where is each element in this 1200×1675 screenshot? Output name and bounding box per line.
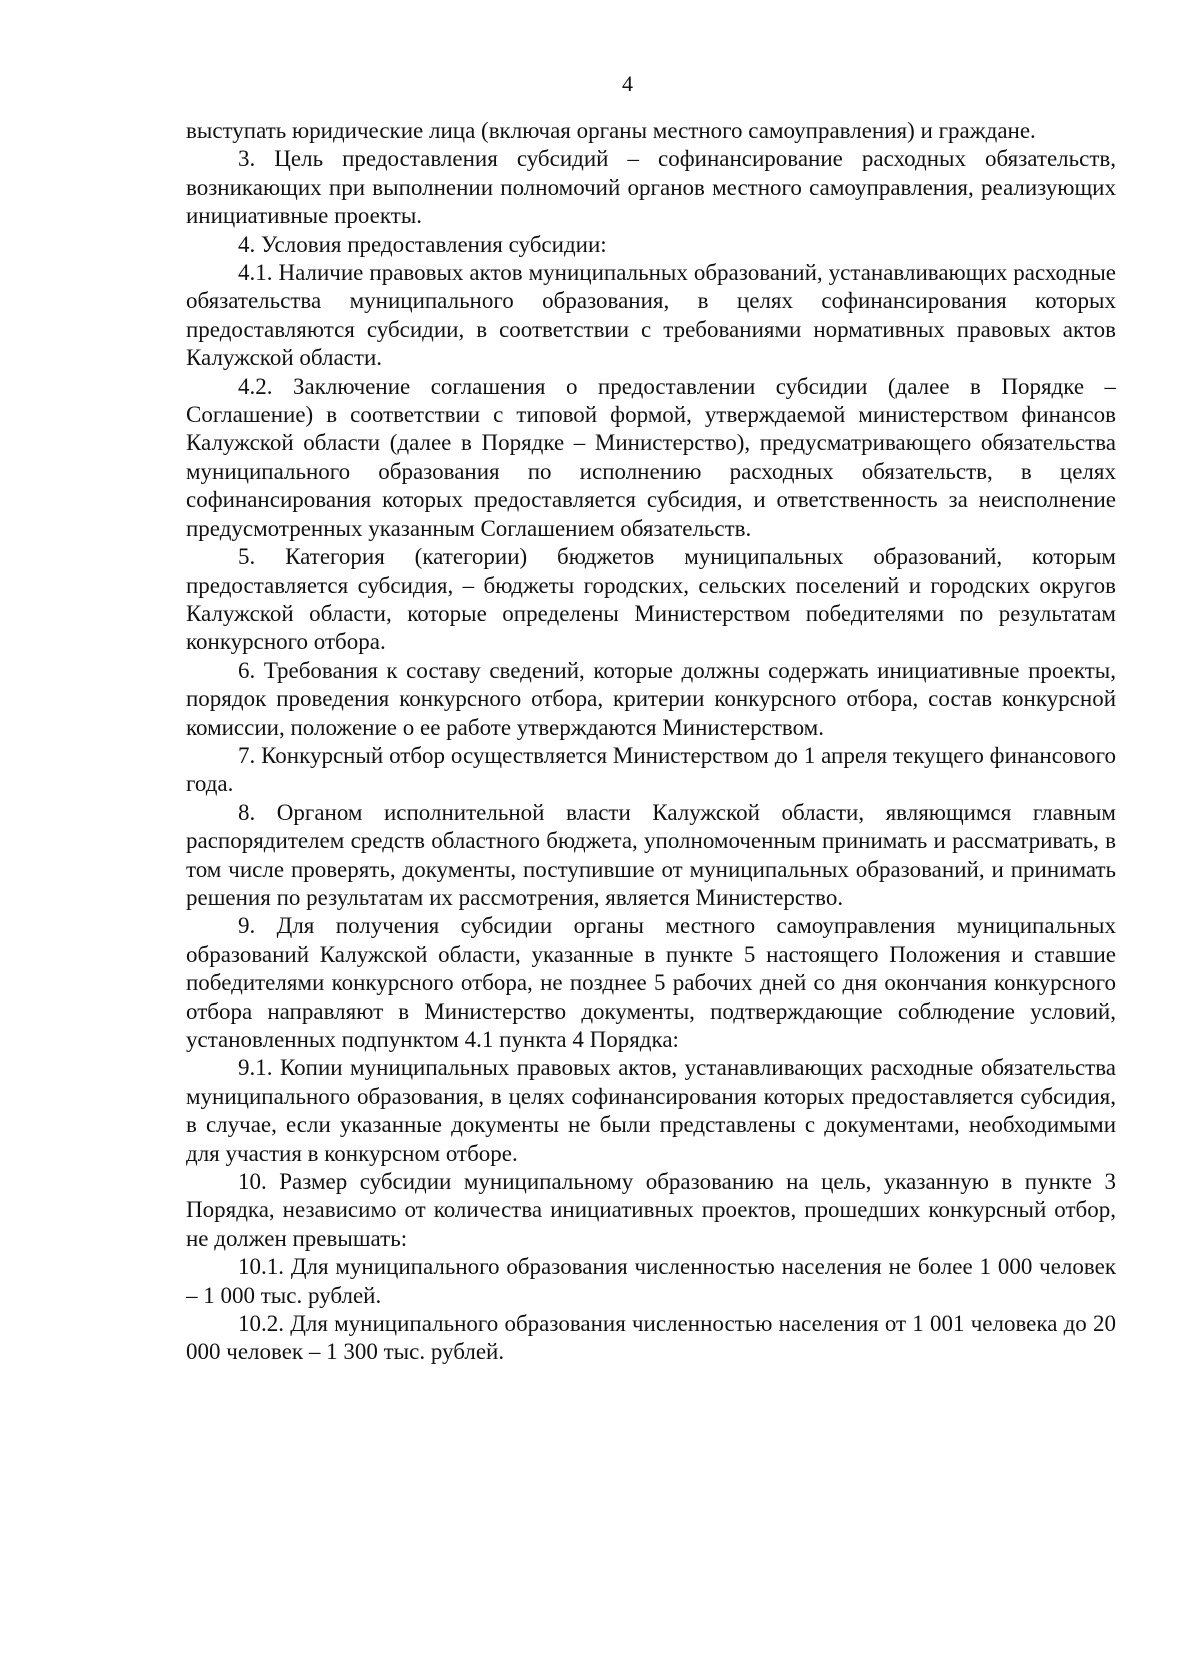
paragraph-item-8: 8. Органом исполнительной власти Калужской области, являющимся главным распорядителем средств областного бюджета, уполномоченным принимать и рассматривать, в том числе проверять, документы, поступившие от муниципальных образований, и принимать решения по результатам их рассмотрения, является Министерство. bbox=[186, 799, 1116, 910]
paragraph-item-4-2: 4.2. Заключение соглашения о предоставлении субсидии (далее в Порядке – Соглашение) в соответствии с типовой формой, утверждаемой министерством финансов Калужской области (далее в Порядке – Министерство), предусматривающего обязательства муниципального образования по исполнению расходных обязательств, в целях софинансирования которых предоставляется субсидия, и ответственность за неисполнение предусмотренных указанным Соглашением обязательств. bbox=[186, 373, 1116, 541]
paragraph-item-9: 9. Для получения субсидии органы местного самоуправления муниципальных образований Калужской области, указанные в пункте 5 настоящего Положения и ставшие победителями конкурсного отбора, не позднее 5 рабочих дней со дня окончания конкурсного отбора направляют в Министерство документы, подтверждающие соблюдение условий, установленных подпунктом 4.1 пункта 4 Порядка: bbox=[186, 913, 1116, 1052]
paragraph-item-4-1: 4.1. Наличие правовых актов муниципальных образований, устанавливающих расходные обязательства муниципального образования, в целях софинансирования которых предоставляются субсидии, в соответствии с требованиями нормативных правовых актов Калужской области. bbox=[186, 260, 1116, 371]
paragraph-item-7: 7. Конкурсный отбор осуществляется Министерством до 1 апреля текущего финансового года. bbox=[186, 742, 1116, 797]
paragraph-item-9-1: 9.1. Копии муниципальных правовых актов, устанавливающих расходные обязательства муниципального образования, в целях софинансирования которых предоставляется субсидия, в случае, если указанные документы не были представлены с документами, необходимыми для участия в конкурсном отборе. bbox=[186, 1055, 1116, 1166]
paragraph-item-10: 10. Размер субсидии муниципальному образованию на цель, указанную в пункте 3 Порядка, независимо от количества инициативных проектов, прошедших конкурсный отбор, не должен превышать: bbox=[186, 1169, 1116, 1251]
paragraph-item-3: 3. Цель предоставления субсидий – софинансирование расходных обязательств, возникающих при выполнении полномочий органов местного самоуправления, реализующих инициативные проекты. bbox=[186, 146, 1116, 229]
paragraph-item-10-2: 10.2. Для муниципального образования численностью населения от 1 001 человека до 20 000 человек – 1 300 тыс. рублей. bbox=[186, 1311, 1116, 1365]
paragraph-item-4: 4. Условия предоставления субсидии: bbox=[238, 231, 607, 257]
document-body bbox=[186, 117, 1116, 1367]
paragraph-item-10-1: 10.1. Для муниципального образования численностью населения не более 1 000 человек – 1 000 тыс. рублей. bbox=[186, 1254, 1116, 1308]
paragraph-item-5: 5. Категория (категории) бюджетов муниципальных образований, которым предоставляется субсидия, – бюджеты городских, сельских поселений и городских округов Калужской области, которые определены Министерством победителями по результатам конкурсного отбора. bbox=[186, 544, 1116, 655]
paragraph-continuation: выступать юридические лица (включая органы местного самоуправления) и граждане. bbox=[186, 118, 1036, 143]
paragraph-item-6: 6. Требования к составу сведений, которые должны содержать инициативные проекты, порядок проведения конкурсного отбора, критерии конкурсного отбора, состав конкурсной комиссии, положение о ее работе утверждаются Министерством. bbox=[186, 657, 1116, 740]
page-number: 4 bbox=[622, 71, 633, 96]
